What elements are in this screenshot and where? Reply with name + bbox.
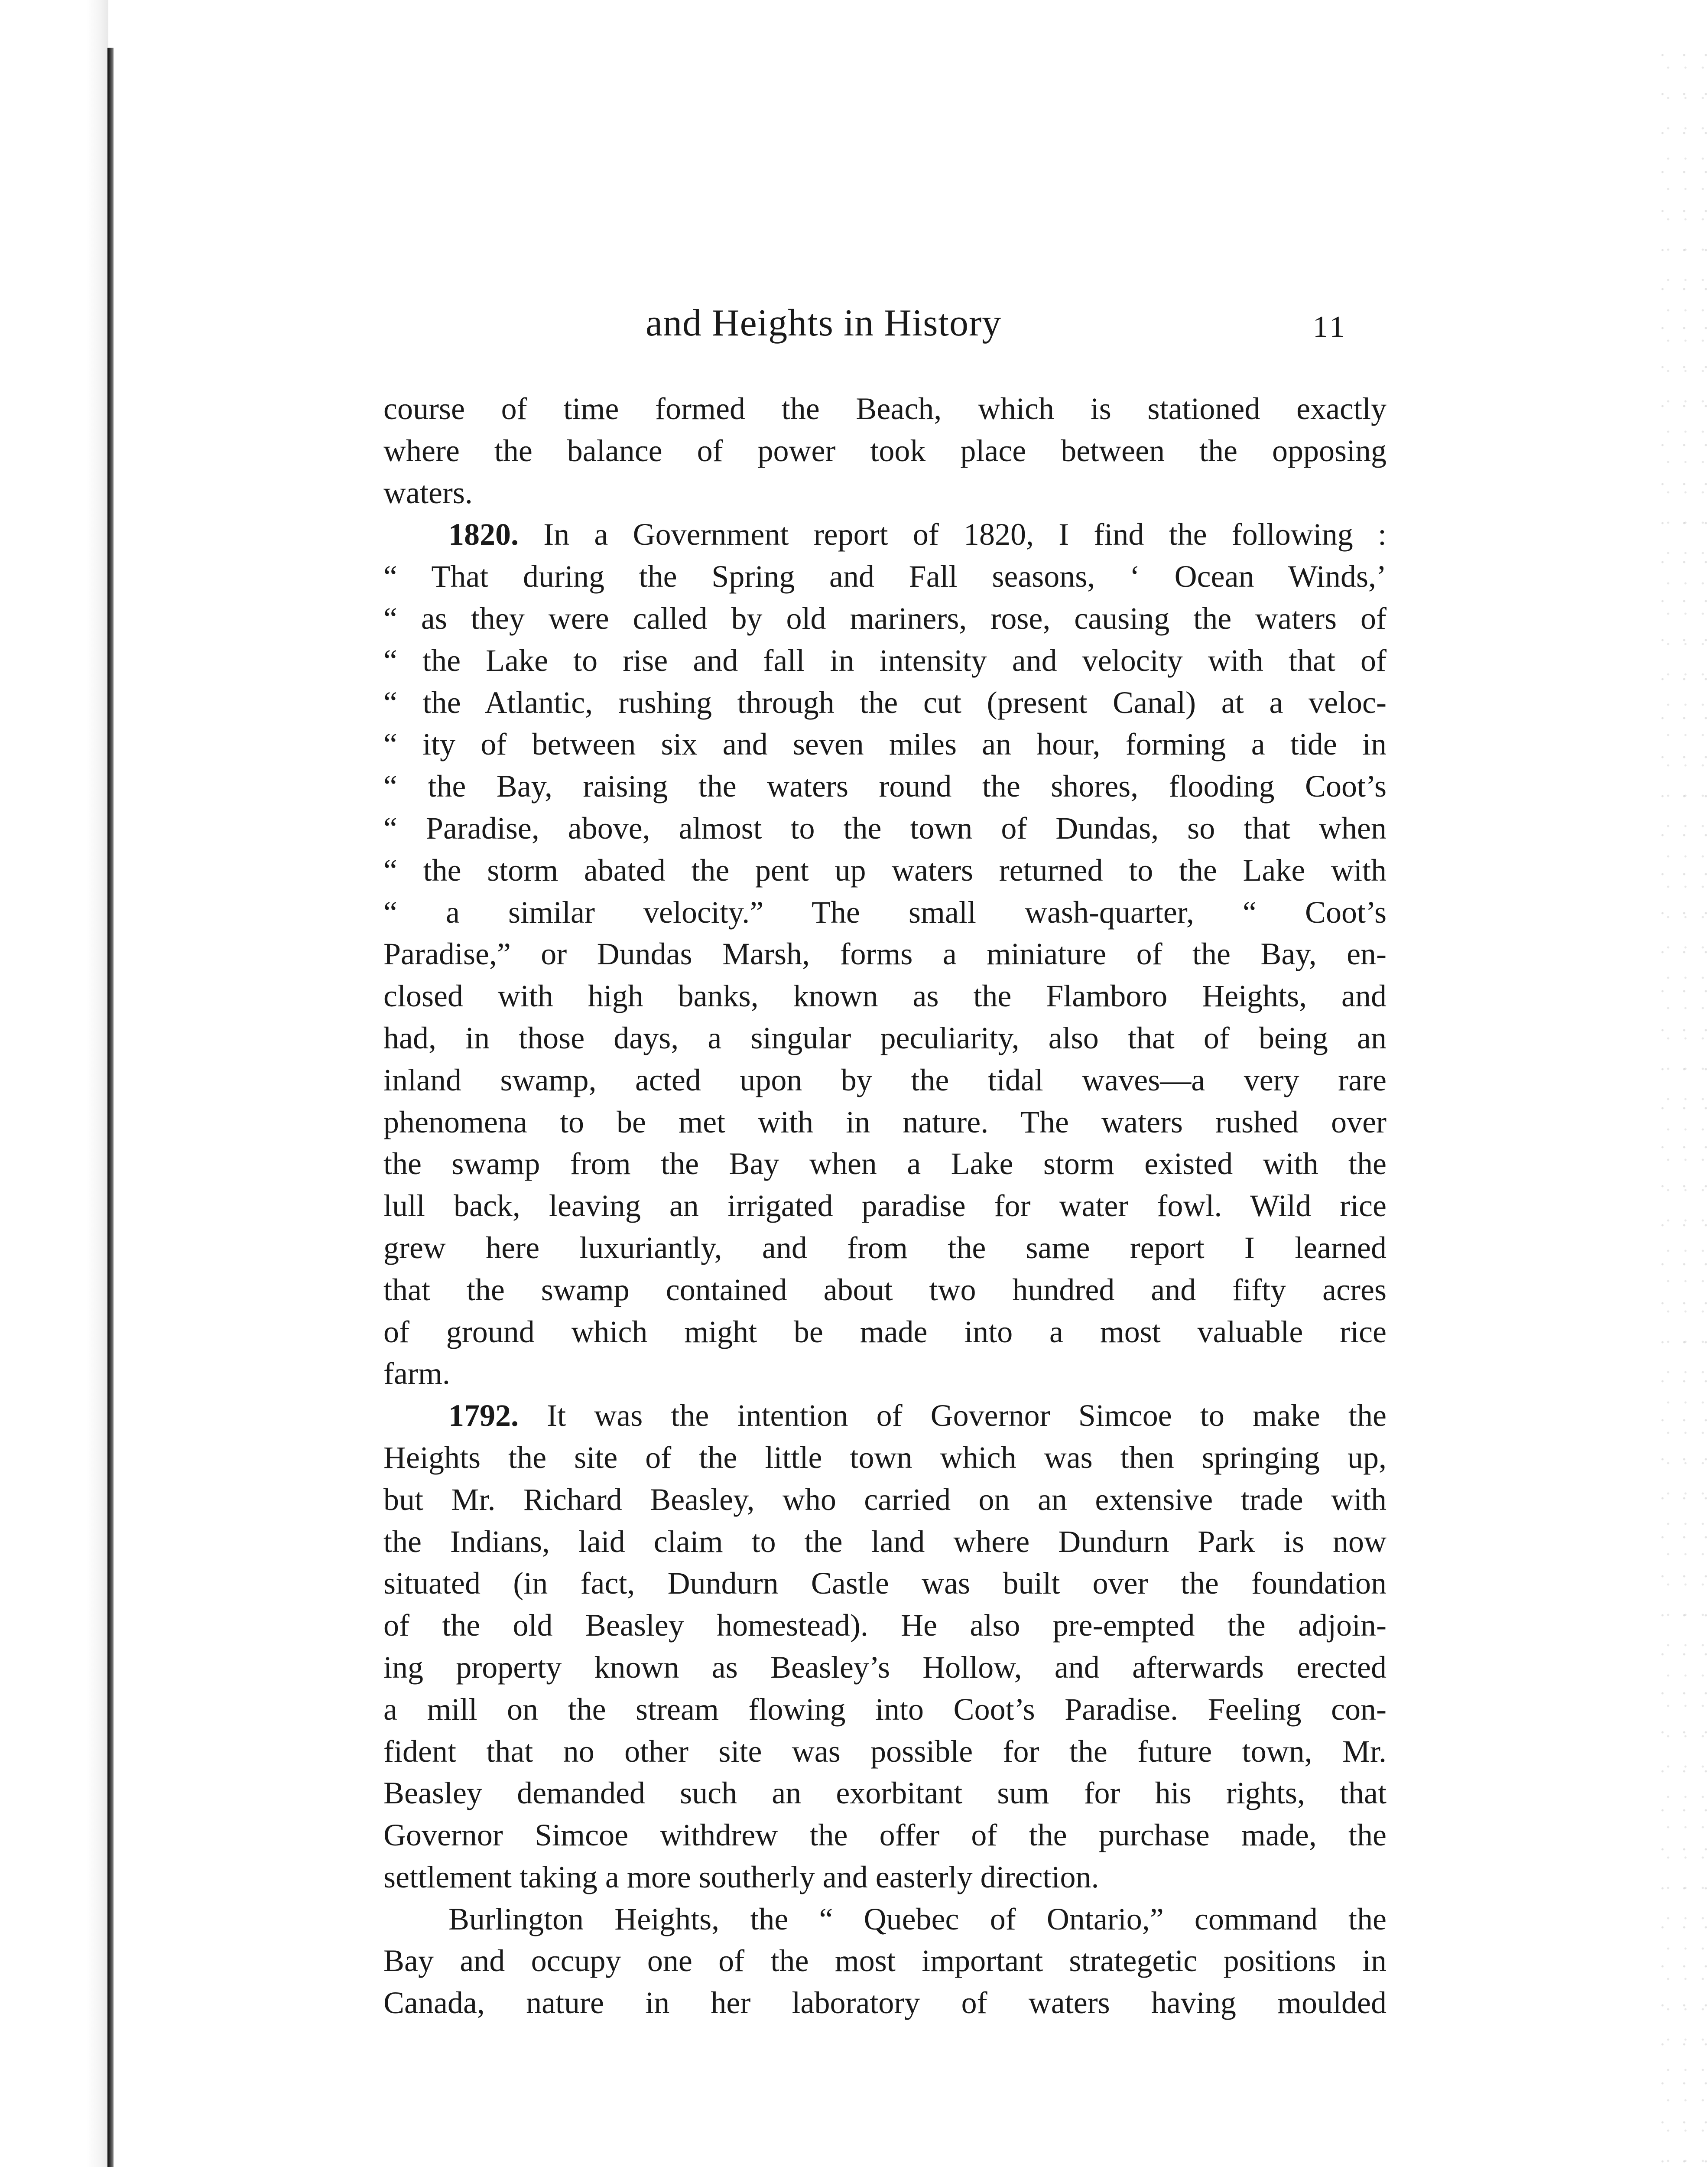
text-line	[383, 1772, 1387, 1814]
line-text: phenomena to be met with in nature. The waters rushed over	[383, 1104, 1387, 1139]
text-line	[383, 807, 1387, 849]
text-line	[383, 765, 1387, 807]
scan-noise-right	[1656, 43, 1708, 2167]
text-line	[383, 682, 1387, 724]
text-line	[383, 1479, 1387, 1521]
text-line	[383, 1227, 1387, 1269]
line-text: grew here luxuriantly, and from the same report I learned	[383, 1230, 1387, 1265]
text-line	[383, 1731, 1387, 1773]
line-text: that the swamp contained about two hundred and fifty acres	[383, 1272, 1387, 1307]
line-text: “ Paradise, above, almost to the town of Dundas, so that when	[383, 810, 1387, 846]
line-text: Paradise,” or Dundas Marsh, forms a miniature of the Bay, en-	[383, 937, 1387, 972]
text-line	[383, 1437, 1387, 1479]
text-line	[383, 388, 1387, 430]
line-text: “ the storm abated the pent up waters returned to the Lake with	[383, 852, 1387, 888]
line-text: where the balance of power took place between the opposing	[383, 433, 1387, 468]
text-line	[383, 1101, 1387, 1143]
line-text: inland swamp, acted upon by the tidal waves—a very rare	[383, 1062, 1387, 1097]
line-text: It was the intention of Governor Simcoe to make the	[519, 1398, 1387, 1433]
text-line	[383, 1940, 1387, 1982]
page-number: 11	[1313, 310, 1348, 344]
text-line	[383, 1689, 1387, 1731]
line-text: settlement taking a more southerly and easterly direction.	[383, 1859, 1099, 1894]
text-line	[383, 1898, 1387, 1940]
year-marker: 1792.	[448, 1398, 519, 1433]
text-line	[383, 1017, 1387, 1059]
line-text: Burlington Heights, the “ Quebec of Ontario,” command the	[448, 1901, 1387, 1936]
line-text: but Mr. Richard Beasley, who carried on an extensive trade with	[383, 1482, 1387, 1517]
text-line	[383, 1311, 1387, 1353]
line-text: waters.	[383, 475, 473, 510]
line-text: Canada, nature in her laboratory of waters having moulded	[383, 1985, 1387, 2021]
line-text: of the old Beasley homestead). He also pre-empted the adjoin-	[383, 1608, 1387, 1643]
text-line	[383, 1604, 1387, 1646]
line-text: “ the Lake to rise and fall in intensity and velocity with that of	[383, 643, 1387, 678]
line-text: fident that no other site was possible for the future town, Mr.	[383, 1734, 1387, 1769]
line-text: ing property known as Beasley’s Hollow, and afterwards erected	[383, 1650, 1387, 1685]
text-line	[383, 933, 1387, 975]
line-text: Beasley demanded such an exorbitant sum for his rights, that	[383, 1776, 1387, 1811]
text-line	[383, 556, 1387, 598]
line-text: the swamp from the Bay when a Lake storm existed with the	[383, 1146, 1387, 1181]
body-text	[383, 388, 1387, 2024]
line-text: had, in those days, a singular peculiarity, also that of being an	[383, 1020, 1387, 1055]
line-text: situated (in fact, Dundurn Castle was built over the foundation	[383, 1566, 1387, 1601]
line-text: the Indians, laid claim to the land where Dundurn Park is now	[383, 1524, 1387, 1559]
text-line	[383, 723, 1387, 765]
text-line	[383, 430, 1387, 472]
line-text: “ a similar velocity.” The small wash-quarter, “ Coot’s	[383, 895, 1387, 930]
text-line	[383, 849, 1387, 892]
text-line	[383, 1982, 1387, 2024]
text-line	[383, 1185, 1387, 1227]
line-text: In a Government report of 1820, I find the following :	[519, 517, 1387, 552]
line-text: farm.	[383, 1356, 450, 1391]
line-text: a mill on the stream flowing into Coot’s Paradise. Feeling con-	[383, 1692, 1387, 1727]
text-line	[383, 1814, 1387, 1856]
text-line	[383, 1353, 1387, 1395]
text-line	[383, 1856, 1387, 1898]
line-text: “ ity of between six and seven miles an hour, forming a tide in	[383, 727, 1387, 762]
text-line	[383, 640, 1387, 682]
binding-shadow	[87, 0, 108, 2167]
text-line	[383, 1646, 1387, 1689]
line-text: “ That during the Spring and Fall seasons, ‘ Ocean Winds,’	[383, 559, 1387, 594]
line-text: Governor Simcoe withdrew the offer of the purchase made, the	[383, 1818, 1387, 1853]
text-line	[383, 514, 1387, 556]
text-line	[383, 598, 1387, 640]
text-line	[383, 1562, 1387, 1604]
running-head: and Heights in History	[646, 302, 1002, 344]
line-text: “ the Bay, raising the waters round the shores, flooding Coot’s	[383, 769, 1387, 804]
line-text: Heights the site of the little town which was then springing up,	[383, 1440, 1387, 1475]
line-text: “ the Atlantic, rushing through the cut (present Canal) at a veloc-	[383, 685, 1387, 720]
line-text: closed with high banks, known as the Flamboro Heights, and	[383, 979, 1387, 1014]
line-text: course of time formed the Beach, which is stationed exactly	[383, 391, 1387, 426]
line-text: of ground which might be made into a most valuable rice	[383, 1314, 1387, 1349]
text-line	[383, 1143, 1387, 1185]
year-marker: 1820.	[448, 517, 519, 552]
binding-edge	[107, 48, 114, 2167]
line-text: lull back, leaving an irrigated paradise for water fowl. Wild rice	[383, 1188, 1387, 1223]
text-line	[383, 1059, 1387, 1101]
text-line	[383, 1395, 1387, 1437]
text-line	[383, 892, 1387, 934]
text-line	[383, 975, 1387, 1017]
text-line	[383, 472, 1387, 514]
line-text: “ as they were called by old mariners, rose, causing the waters of	[383, 601, 1387, 636]
text-line	[383, 1521, 1387, 1563]
line-text: Bay and occupy one of the most important strategetic positions in	[383, 1943, 1387, 1978]
text-line	[383, 1269, 1387, 1311]
